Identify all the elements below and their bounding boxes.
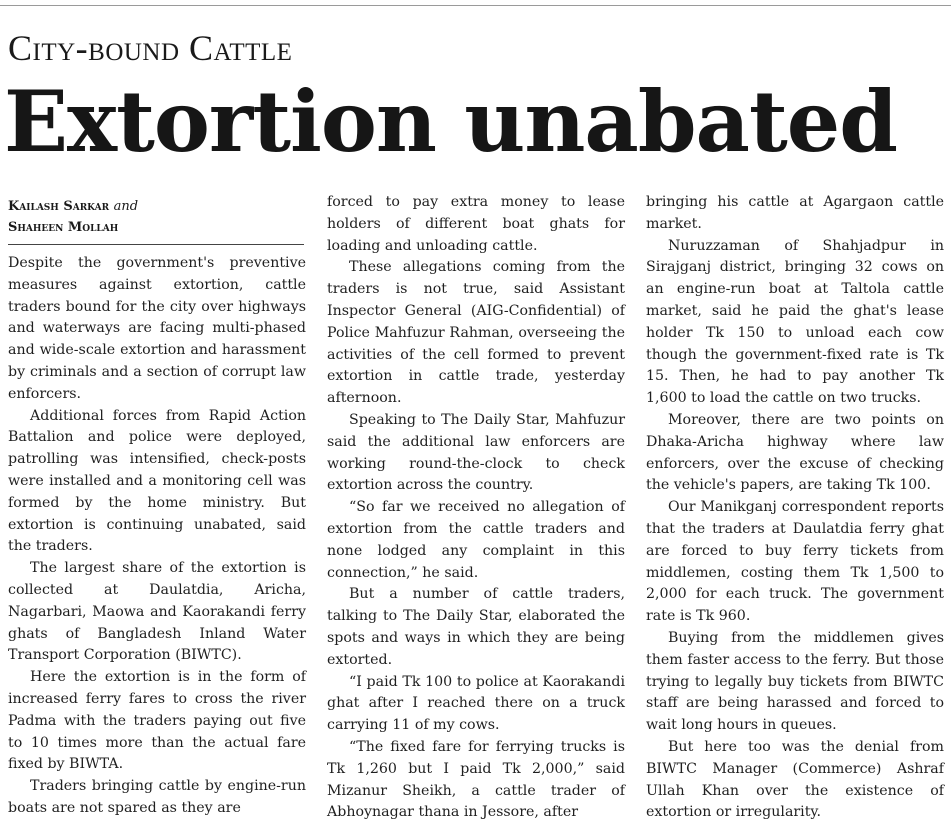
byline-author-1: Kailash Sarkar [8,199,110,214]
paragraph: But a number of cattle traders, talking to The Daily Star, elaborated the spots and ways in which they are being extorted. [327,586,625,668]
paragraph: Buying from the middlemen gives them faster access to the ferry. But those trying to legally buy tickets from BIWTC staff are being harassed and forced to wait long hours in queues. [646,629,944,734]
top-rule [0,5,951,6]
paragraph: Additional forces from Rapid Action Battalion and police were deployed, patrolling was intensified, check-posts were installed and a monitoring cell was formed by the home ministry. But extortion is continuing unabated, said the traders. [8,407,306,555]
paragraph: Despite the government's preventive measures against extortion, cattle traders bound for the city over highways and waterways are facing multi-phased and wide-scale extortion and harassment by criminals and a section of corrupt law enforcers. [8,255,306,402]
paragraph: Moreover, there are two points on Dhaka-Aricha highway where law enforcers, over the excuse of checking the vehicle's papers, are taking Tk 100. [646,411,944,494]
paragraph: Our Manikganj correspondent reports that the traders at Daulatdia ferry ghat are forced to buy ferry tickets from middlemen, costing them Tk 1,500 to 2,000 for each truck. The government rate is Tk 960. [646,499,944,625]
column-1 [8,196,306,820]
column-3 [646,192,944,824]
byline-conjunction: and [113,199,139,214]
paragraph: But here too was the denial from BIWTC Manager (Commerce) Ashraf Ullah Khan over the existence of extortion or irregularity. [646,738,944,821]
paragraph: The largest share of the extortion is collected at Daulatdia, Aricha, Nagarbari, Maowa and Kaorakandi ferry ghats of Bangladesh Inland Water Transport Corporation (BIWTC). [8,560,306,664]
paragraph: “I paid Tk 100 to police at Kaorakandi ghat after I reached there on a truck carrying 11 of my cows. [327,673,625,734]
paragraph: bringing his cattle at Agargaon cattle market. [646,194,944,232]
column-2 [327,192,625,824]
paragraph: These allegations coming from the traders is not true, said Assistant Inspector General (AIG-Confidential) of Police Mahfuzur Rahman, overseeing the activities of the cell formed to prevent extortion in cattle trade, yesterday afternoon. [327,259,625,407]
paragraph: Here the extortion is in the form of increased ferry fares to cross the river Padma with the traders paying out five to 10 times more than the actual fare fixed by BIWTA. [8,669,306,773]
paragraph: Speaking to The Daily Star, Mahfuzur said the additional law enforcers are working round-the-clock to check extortion across the country. [327,411,625,494]
paragraph: “So far we received no allegation of extortion from the cattle traders and none lodged any complaint in this connection,” he said. [327,499,625,581]
paragraph: Traders bringing cattle by engine-run boats are not spared as they are [8,778,306,816]
paragraph: Nuruzzaman of Shahjadpur in Sirajganj district, bringing 32 cows on an engine-run boat at Taltola cattle market, said he paid the ghat's lease holder Tk 150 to unload each cow though the government-fixed rate is Tk 15. Then, he had to pay another Tk 1,600 to load the cattle on two trucks. [646,237,944,407]
byline-rule [8,244,304,245]
byline [8,196,306,238]
paragraph: “The fixed fare for ferrying trucks is Tk 1,260 but I paid Tk 2,000,” said Mizanur Sheikh, a cattle trader of Abhoynagar thana in Jessore, after [327,738,625,821]
byline-author-2: Shaheen Mollah [8,220,119,235]
headline: Extortion unabated [4,72,897,171]
paragraph: forced to pay extra money to lease holders of different boat ghats for loading and unloading cattle. [327,194,625,254]
kicker: City-bound Cattle [8,28,293,68]
